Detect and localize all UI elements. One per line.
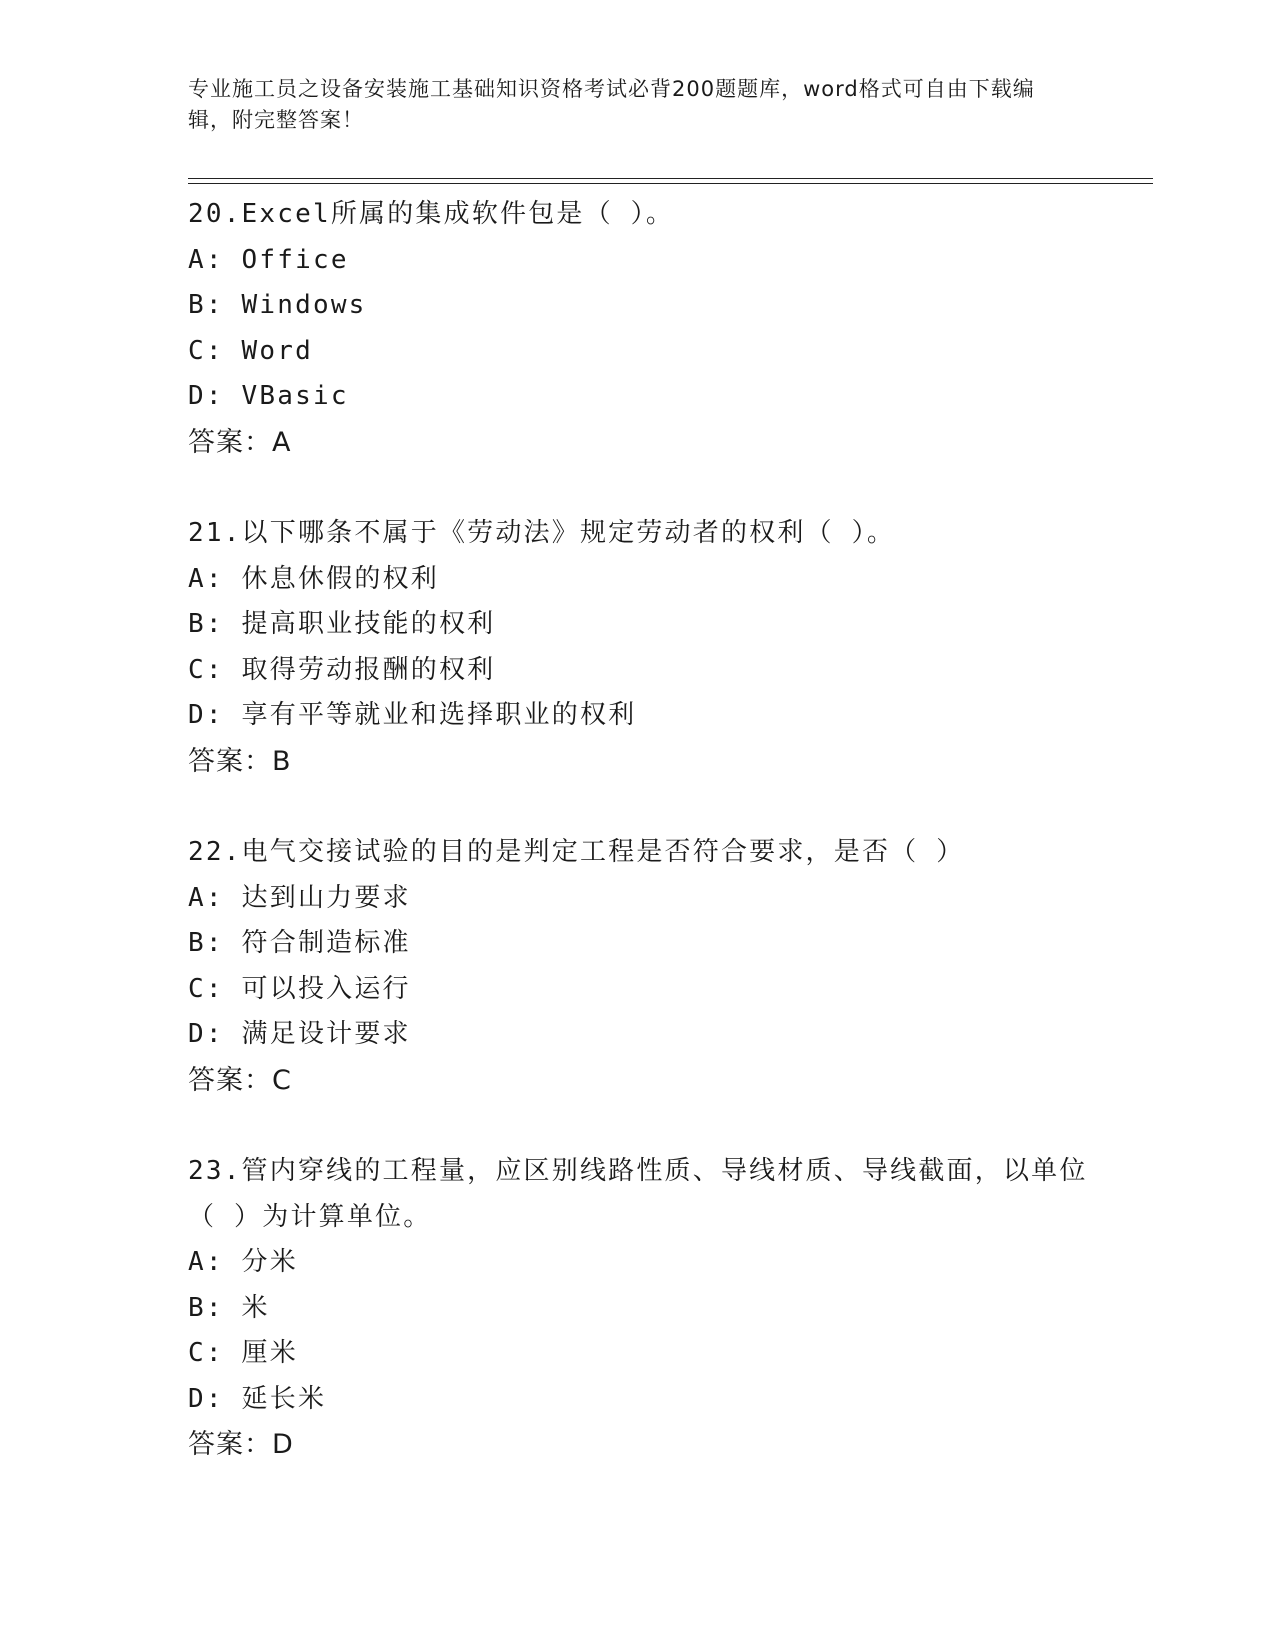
option-d: D: 延长米 — [188, 1383, 327, 1414]
question-list — [188, 192, 1088, 1514]
answer-label: 答案：D — [188, 1429, 294, 1460]
question-item — [188, 511, 1088, 784]
option-b: B: 米 — [188, 1292, 270, 1323]
option-b: B: 提高职业技能的权利 — [188, 609, 496, 639]
option-a: A: 达到山力要求 — [188, 882, 411, 913]
question-stem: 21.以下哪条不属于《劳动法》规定劳动者的权利（ ）。 — [188, 518, 896, 548]
answer-label: 答案：C — [188, 1064, 292, 1096]
option-d: D: 享有平等就业和选择职业的权利 — [188, 700, 637, 730]
option-a: A: 分米 — [188, 1247, 298, 1277]
option-b: B: Windows — [188, 290, 367, 320]
question-stem: 20.Excel所属的集成软件包是（ ）。 — [188, 199, 675, 229]
option-c: C: 可以投入运行 — [188, 973, 411, 1004]
option-c: C: Word — [188, 335, 313, 366]
option-b: B: 符合制造标准 — [188, 928, 411, 958]
answer-label: 答案：A — [188, 426, 292, 458]
question-stem: 23.管内穿线的工程量，应区别线路性质、导线材质、导线截面，以单位（ ）为计算单位。 — [188, 1156, 1088, 1232]
option-c: C: 取得劳动报酬的权利 — [188, 654, 496, 685]
question-stem: 22.电气交接试验的目的是判定工程是否符合要求，是否（ ） — [188, 837, 965, 867]
question-item — [188, 192, 1088, 465]
option-d: D: 满足设计要求 — [188, 1019, 411, 1049]
header-divider — [188, 178, 1153, 184]
answer-label: 答案：B — [188, 745, 292, 777]
question-item — [188, 830, 1088, 1103]
option-d: D: VBasic — [188, 381, 349, 411]
question-item — [188, 1149, 1088, 1468]
option-c: C: 厘米 — [188, 1338, 298, 1368]
option-a: A: 休息休假的权利 — [188, 563, 439, 594]
option-a: A: Office — [188, 244, 349, 275]
document-header: 专业施工员之设备安装施工基础知识资格考试必背200题题库，word格式可自由下载编辑，附完整答案！ — [188, 77, 1035, 132]
